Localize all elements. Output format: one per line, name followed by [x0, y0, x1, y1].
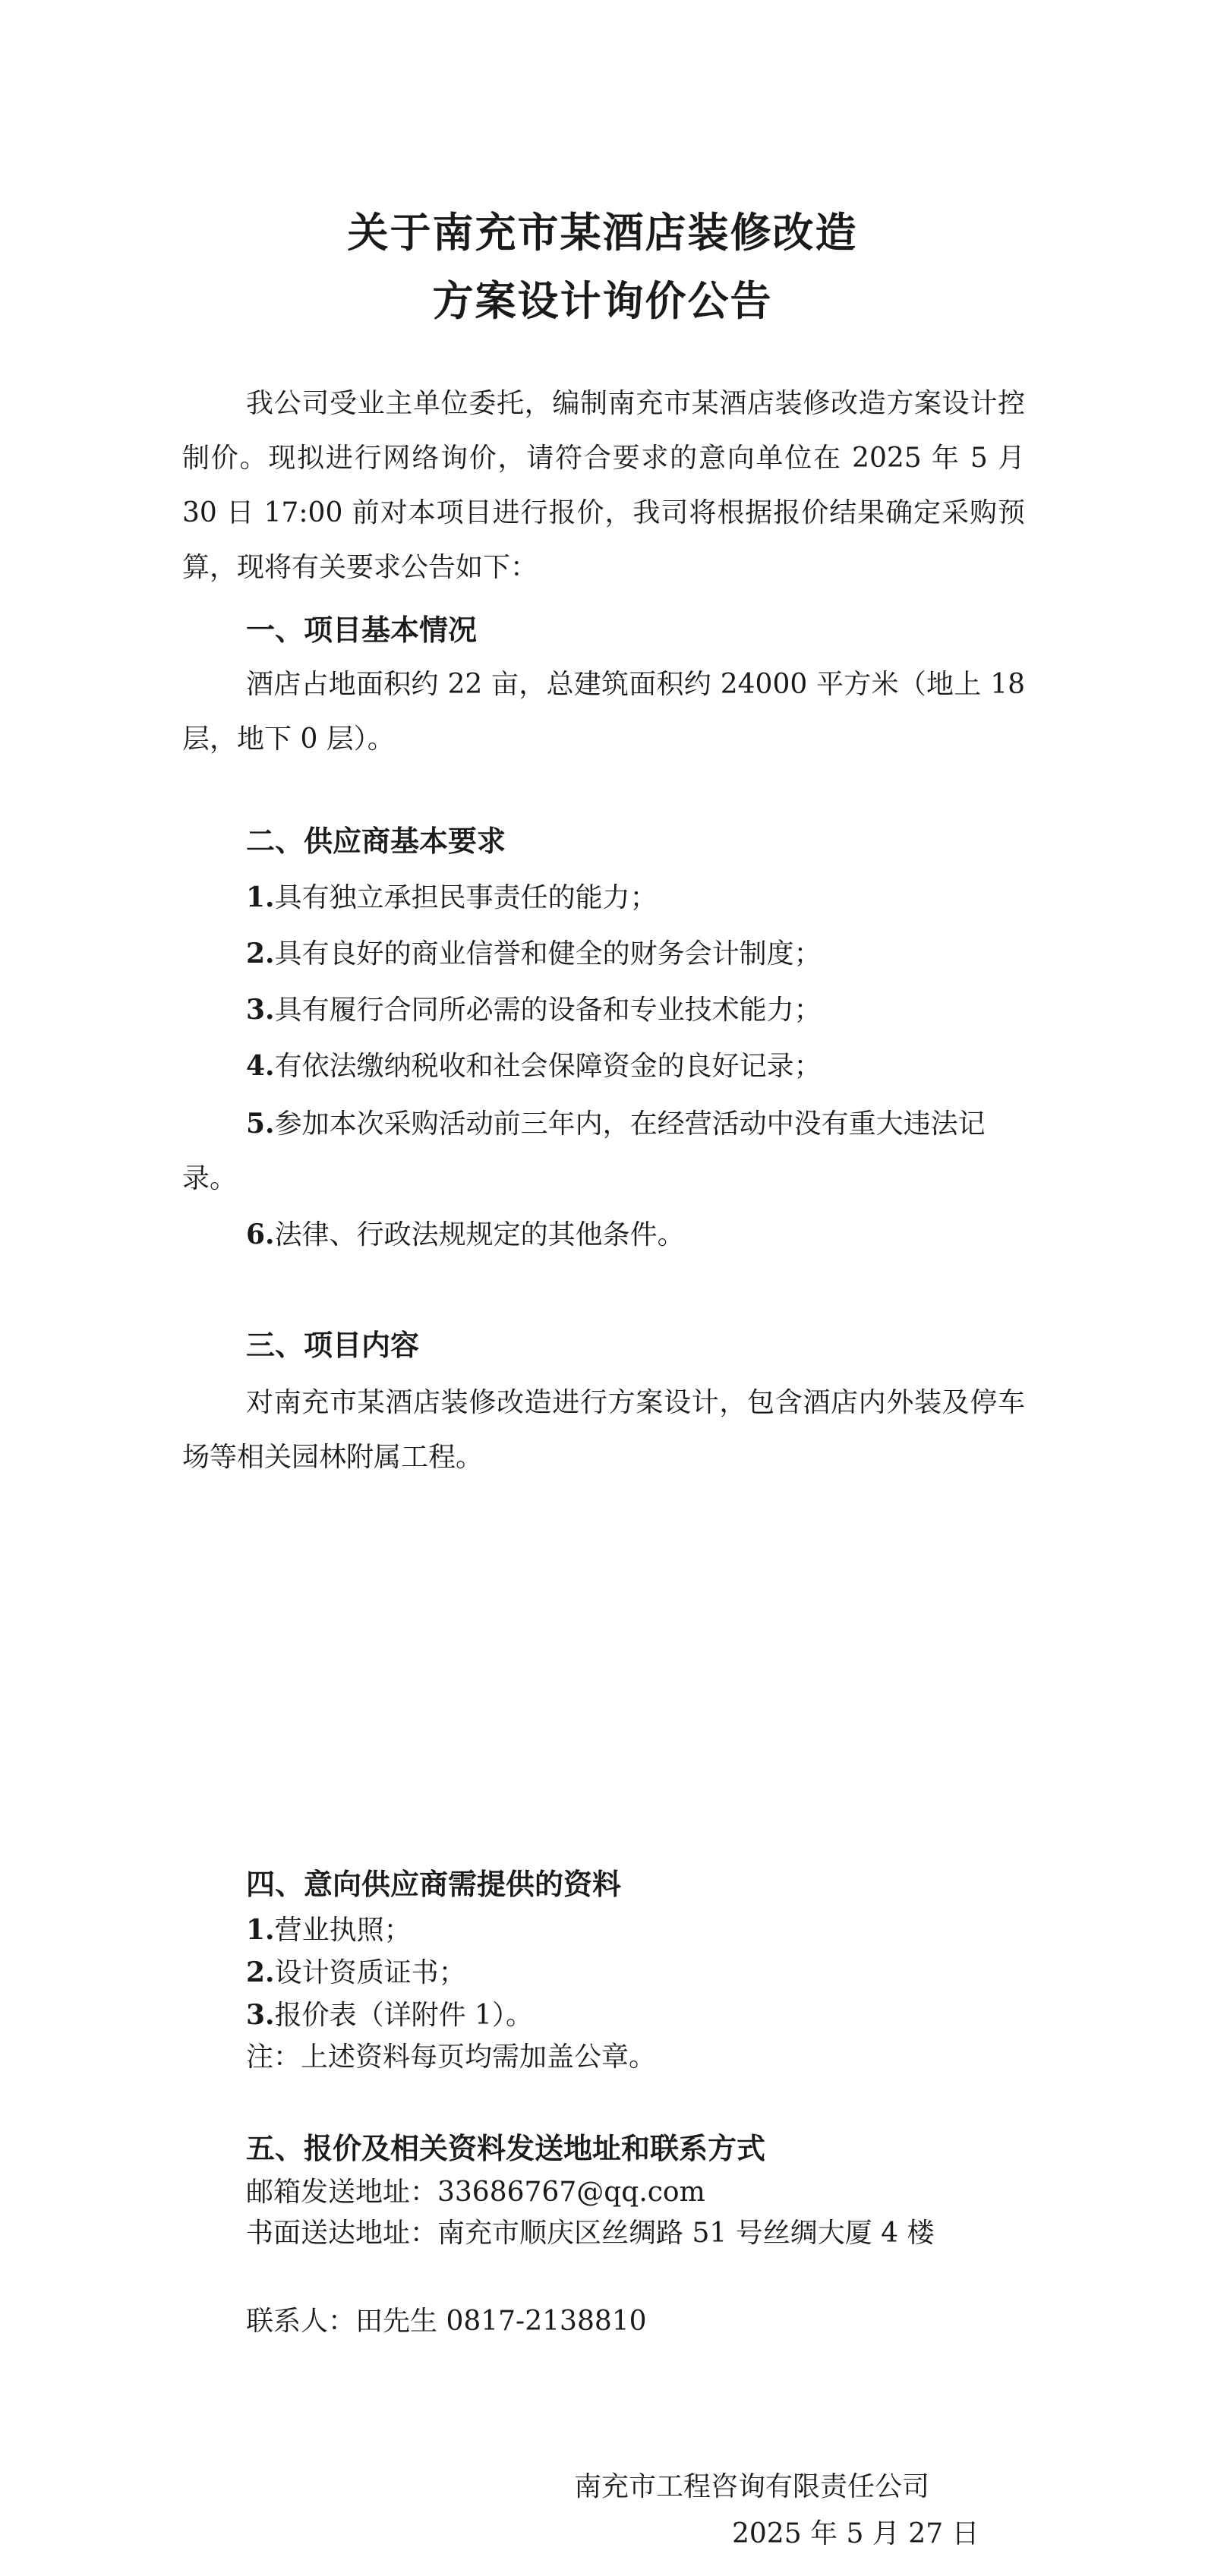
material-text: 营业执照； [274, 1915, 412, 1946]
postal-address-line: 书面送达地址：南充市顺庆区丝绸路 51 号丝绸大厦 4 楼 [246, 2218, 935, 2249]
material-text: 报价表（详附件 1）。 [274, 2000, 533, 2031]
requirement-number: 2. [246, 938, 275, 970]
requirement-number: 4. [246, 1050, 275, 1082]
document-title-line-2: 方案设计询价公告 [432, 277, 773, 325]
requirement-number: 5. [246, 1108, 275, 1140]
material-text: 设计资质证书； [274, 1957, 466, 1988]
requirement-item [246, 987, 822, 1033]
requirement-item [246, 1043, 822, 1089]
section-1-body: 酒店占地面积约 22 亩，总建筑面积约 24000 平方米（地上 18 层，地下 0 层）。 [182, 669, 1025, 755]
requirement-item [246, 1212, 685, 1258]
requirement-number: 1. [246, 881, 275, 913]
section-1-heading: 一、项目基本情况 [246, 613, 478, 647]
email-address-line: 邮箱发送地址：33686767@qq.com [246, 2177, 705, 2208]
requirement-item [246, 931, 822, 977]
requirement-text: 法律、行政法规规定的其他条件。 [274, 1219, 685, 1250]
signature-date: 2025 年 5 月 27 日 [732, 2518, 979, 2549]
section-3-body: 对南充市某酒店装修改造进行方案设计，包含酒店内外装及停车场等相关园林附属工程。 [182, 1387, 1025, 1473]
section-5-heading: 五、报价及相关资料发送地址和联系方式 [246, 2132, 766, 2165]
material-number: 1. [246, 1914, 275, 1946]
requirement-text: 具有良好的商业信誉和健全的财务会计制度； [274, 938, 822, 970]
section-2-heading: 二、供应商基本要求 [246, 825, 506, 858]
requirement-text: 具有独立承担民事责任的能力； [274, 882, 658, 913]
requirement-item [246, 875, 658, 921]
signature-company: 南充市工程咨询有限责任公司 [574, 2471, 930, 2502]
requirement-text: 有依法缴纳税收和社会保障资金的良好记录； [274, 1051, 822, 1082]
requirement-text: 参加本次采购活动前三年内，在经营活动中没有重大违法记录。 [182, 1108, 986, 1194]
section-4-heading: 四、意向供应商需提供的资料 [246, 1868, 622, 1901]
requirement-text: 具有履行合同所必需的设备和专业技术能力； [274, 995, 822, 1026]
contact-line: 联系人：田先生 0817-2138810 [246, 2306, 647, 2337]
material-number: 3. [246, 1999, 275, 2031]
material-item [246, 1992, 533, 2038]
requirement-number: 6. [246, 1219, 275, 1250]
document-title-line-1: 关于南充市某酒店装修改造 [347, 209, 858, 257]
requirement-number: 3. [246, 994, 275, 1026]
requirement-item [182, 1096, 1025, 1206]
material-item [246, 1950, 466, 1996]
material-number: 2. [246, 1956, 275, 1988]
section-3-heading: 三、项目内容 [246, 1329, 420, 1362]
material-item [246, 1907, 412, 1953]
material-note: 注：上述资料每页均需加盖公章。 [246, 2042, 657, 2073]
intro-paragraph: 我公司受业主单位委托，编制南充市某酒店装修改造方案设计控制价。现拟进行网络询价，请符合要求的意向单位在 2025 年 5 月 30 日 17:00 前对本项目进行报价，我司将根据报价结果确定采购预算，现将有关要求公告如下： [182, 388, 1025, 583]
